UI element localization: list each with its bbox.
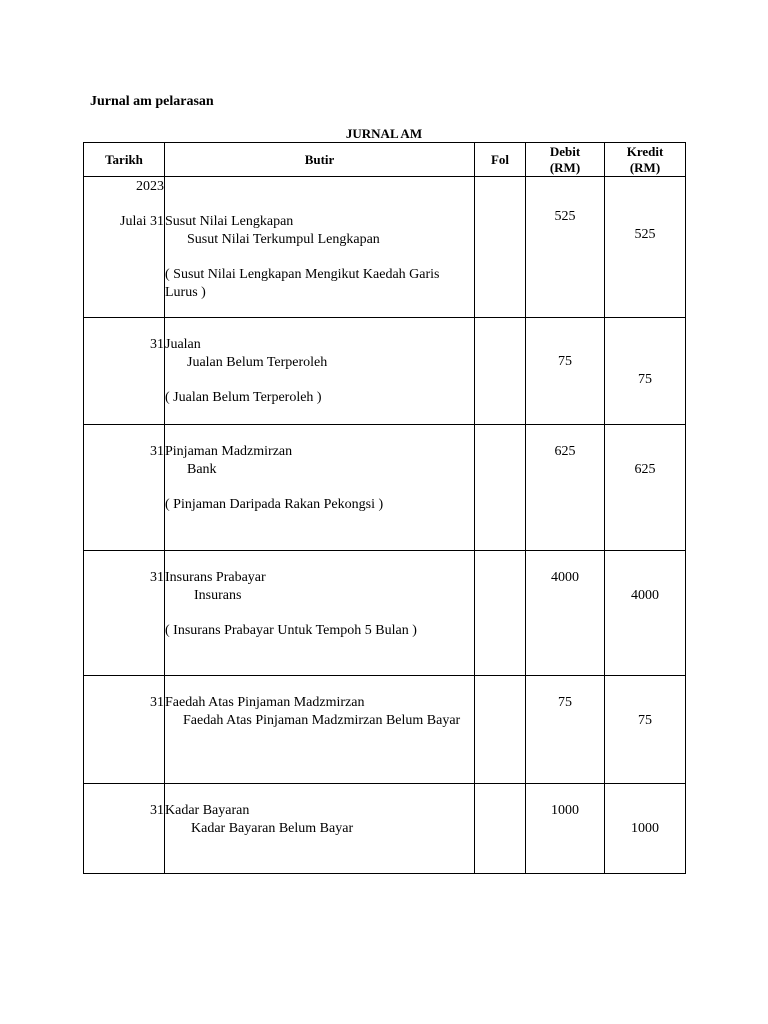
fol-cell [475,784,526,874]
table-row [84,676,686,784]
debit-cell [526,676,605,784]
table-row [84,425,686,551]
narration: ( Susut Nilai Lengkapan Mengikut Kaedah Garis Lurus ) [165,267,440,300]
credit-account: Kadar Bayaran Belum Bayar [191,821,354,836]
date-label: Julai 31 [120,214,164,229]
debit-account: Jualan [165,337,201,352]
table-header-row [84,143,686,177]
kredit-amount: 625 [634,462,656,477]
date-cell [84,177,165,318]
butir-cell [165,784,475,874]
debit-amount: 525 [554,209,576,224]
credit-account: Insurans [194,588,242,603]
table-row [84,177,686,318]
debit-cell [526,177,605,318]
butir-cell [165,551,475,676]
header-debit [526,143,605,177]
debit-account: Insurans Prabayar [165,570,266,585]
document-heading: Jurnal am pelarasan [90,94,214,109]
fol-cell [475,551,526,676]
journal-title: JURNAL AM [345,126,423,141]
header-kredit [605,143,686,177]
kredit-amount: 75 [638,713,652,728]
debit-account: Kadar Bayaran [165,803,250,818]
debit-cell [526,784,605,874]
credit-account: Faedah Atas Pinjaman Madzmirzan Belum Bayar [183,713,461,728]
kredit-cell [605,425,686,551]
journal-table [83,142,686,874]
table-row [84,551,686,676]
debit-amount: 4000 [551,570,579,585]
header-kredit-label: Kredit [626,143,664,159]
debit-account: Susut Nilai Lengkapan [165,214,294,229]
debit-cell [526,425,605,551]
fol-cell [475,177,526,318]
butir-cell [165,177,475,318]
credit-account: Susut Nilai Terkumpul Lengkapan [187,232,380,247]
butir-cell [165,318,475,425]
kredit-amount: 1000 [631,821,659,836]
date-cell [84,425,165,551]
date-cell [84,318,165,425]
date-label: 31 [150,570,164,585]
kredit-cell [605,676,686,784]
header-tarikh: Tarikh [84,143,165,177]
kredit-cell [605,551,686,676]
kredit-amount: 75 [638,372,652,387]
date-label: 31 [150,337,164,352]
header-butir: Butir [165,143,475,177]
butir-cell [165,676,475,784]
date-label: 31 [150,444,164,459]
date-cell [84,784,165,874]
kredit-cell [605,318,686,425]
debit-amount: 75 [558,354,572,369]
debit-account: Pinjaman Madzmirzan [165,444,293,459]
header-fol: Fol [475,143,526,177]
header-kredit-unit: (RM) [629,159,661,175]
fol-cell [475,318,526,425]
credit-account: Bank [187,462,217,477]
narration: ( Pinjaman Daripada Rakan Pekongsi ) [165,497,384,512]
debit-cell [526,551,605,676]
kredit-cell [605,177,686,318]
fol-cell [475,676,526,784]
date-cell [84,551,165,676]
year-label: 2023 [136,179,164,194]
butir-cell [165,425,475,551]
narration: ( Jualan Belum Terperoleh ) [165,390,322,405]
date-label: 31 [150,695,164,710]
kredit-cell [605,784,686,874]
date-cell [84,676,165,784]
table-row [84,784,686,874]
table-row [84,318,686,425]
debit-amount: 1000 [551,803,579,818]
narration: ( Insurans Prabayar Untuk Tempoh 5 Bulan ) [165,623,417,638]
credit-account: Jualan Belum Terperoleh [187,355,328,370]
debit-cell [526,318,605,425]
debit-amount: 75 [558,695,572,710]
header-debit-label: Debit [549,143,581,159]
fol-cell [475,425,526,551]
kredit-amount: 4000 [631,588,659,603]
date-label: 31 [150,803,164,818]
debit-account: Faedah Atas Pinjaman Madzmirzan [165,695,365,710]
header-debit-unit: (RM) [549,159,581,175]
debit-amount: 625 [554,444,576,459]
kredit-amount: 525 [634,227,656,242]
